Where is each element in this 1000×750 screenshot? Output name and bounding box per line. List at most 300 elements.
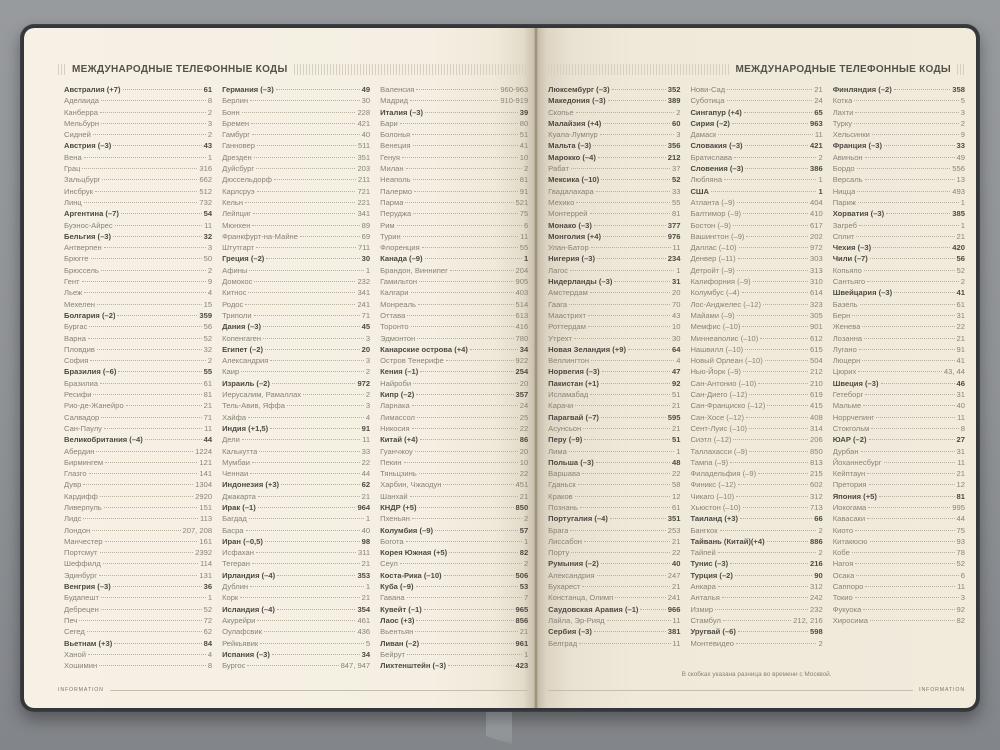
dot-leader xyxy=(245,304,355,305)
place-name: Рим xyxy=(380,220,395,230)
place-name: Мехелен xyxy=(64,299,95,309)
city-row xyxy=(222,513,370,524)
city-row xyxy=(380,333,528,344)
dot-leader xyxy=(852,315,954,316)
phone-code: 1 xyxy=(676,446,681,456)
city-row xyxy=(64,457,212,468)
dot-leader xyxy=(867,518,954,519)
place-name: Иокогама xyxy=(832,502,867,512)
phone-code: 53 xyxy=(519,582,529,592)
city-row xyxy=(548,400,680,411)
dot-leader xyxy=(419,507,514,508)
phone-code: 92 xyxy=(956,604,965,614)
dot-leader xyxy=(87,631,202,632)
city-row xyxy=(64,355,212,366)
dot-leader xyxy=(873,247,950,248)
country-row xyxy=(64,140,212,151)
place-name: Ливан (–2) xyxy=(380,638,420,648)
place-name: Индия (+1,5) xyxy=(222,423,269,433)
city-row xyxy=(833,457,965,468)
city-row xyxy=(380,242,528,253)
city-row xyxy=(380,479,528,490)
phone-code: 3 xyxy=(207,118,213,128)
phone-code: 30 xyxy=(361,254,371,264)
phone-code: 1 xyxy=(818,186,823,196)
dot-leader xyxy=(858,202,959,203)
phone-code: 1 xyxy=(960,197,965,207)
city-row xyxy=(690,253,822,264)
phone-code: 31 xyxy=(956,446,965,456)
dot-leader xyxy=(250,586,364,587)
place-name: Любляна xyxy=(690,175,723,185)
city-row xyxy=(548,615,680,626)
place-name: Аргентина (–7) xyxy=(64,209,119,219)
country-row xyxy=(548,434,680,445)
phone-code: 511 xyxy=(358,141,371,151)
dot-leader xyxy=(854,100,958,101)
city-row xyxy=(64,389,212,400)
place-name: Япония (+5) xyxy=(832,491,877,501)
phone-code: 2 xyxy=(207,107,213,117)
city-row xyxy=(222,129,370,140)
place-name: Вашингтон (–9) xyxy=(690,231,745,241)
place-name: Флоренция xyxy=(380,243,420,253)
country-row xyxy=(222,84,370,95)
phone-code: 602 xyxy=(810,480,823,490)
footer-rule xyxy=(548,690,913,691)
dot-leader xyxy=(117,315,197,316)
city-row xyxy=(690,615,822,626)
phone-code: 25 xyxy=(519,412,529,422)
place-name: Перу (–9) xyxy=(548,435,583,445)
place-name: Скопье xyxy=(548,107,574,117)
dot-leader xyxy=(82,168,197,169)
city-row xyxy=(833,581,965,592)
dot-leader xyxy=(258,507,356,508)
place-name: Цюрих xyxy=(832,367,857,377)
phone-code: 30 xyxy=(671,333,681,343)
city-row xyxy=(64,479,212,490)
phone-code: 358 xyxy=(952,85,965,94)
dot-leader xyxy=(412,134,518,135)
city-row xyxy=(690,491,822,502)
place-name: Триполи xyxy=(222,310,252,320)
place-name: Брюгге xyxy=(64,254,89,264)
place-name: Хьюстон (–10) xyxy=(690,502,741,512)
place-name: Гаага xyxy=(548,299,568,309)
phone-code: 221 xyxy=(357,197,371,207)
place-name: Коста-Рика (–10) xyxy=(380,570,442,580)
phone-code: 69 xyxy=(361,231,371,241)
place-name: Лагос xyxy=(548,265,569,275)
dot-leader xyxy=(610,518,666,519)
city-row xyxy=(64,220,212,231)
place-name: Хельсинки xyxy=(832,130,870,140)
phone-code: 64 xyxy=(671,344,681,354)
dot-leader xyxy=(420,371,513,372)
country-row xyxy=(222,649,370,660)
phone-code: 6 xyxy=(960,570,965,580)
phone-code: 61 xyxy=(203,85,213,94)
dot-leader xyxy=(870,541,955,542)
phone-code: 2392 xyxy=(195,548,213,558)
phone-code: 1 xyxy=(207,593,213,603)
city-row xyxy=(222,389,370,400)
phone-code: 1 xyxy=(523,536,529,546)
place-name: Загреб xyxy=(832,220,857,230)
phone-code: 91 xyxy=(956,344,965,354)
place-name: Мельбурн xyxy=(64,118,100,128)
country-row xyxy=(380,344,528,355)
dot-leader xyxy=(575,405,670,406)
place-name: Монтевидео xyxy=(690,638,735,648)
city-row xyxy=(380,423,528,434)
place-name: Пакистан (+1) xyxy=(548,378,599,388)
place-name: Кавасаки xyxy=(832,514,866,524)
city-row xyxy=(690,547,822,558)
phone-code: 55 xyxy=(519,243,529,253)
place-name: Асунсьон xyxy=(548,423,582,433)
phone-code: 161 xyxy=(199,536,213,546)
city-row xyxy=(222,231,370,242)
country-row xyxy=(64,366,212,377)
dot-leader xyxy=(101,597,206,598)
phone-code: 52 xyxy=(671,175,681,185)
dot-leader xyxy=(274,179,356,180)
city-row xyxy=(833,299,965,310)
place-name: США xyxy=(690,186,710,196)
dot-leader xyxy=(252,134,360,135)
place-name: Канарские острова (+4) xyxy=(380,344,468,354)
city-row xyxy=(64,649,212,660)
place-name: Бремен xyxy=(222,118,250,128)
place-name: Мальме xyxy=(832,401,862,411)
place-name: Рио-де-Жанейро xyxy=(64,401,124,411)
dot-leader xyxy=(767,405,808,406)
dot-leader xyxy=(884,462,956,463)
city-row xyxy=(64,525,212,536)
place-name: Гуанчжоу xyxy=(380,446,413,456)
city-row xyxy=(222,265,370,276)
phone-code: 34 xyxy=(361,649,371,659)
country-row xyxy=(690,163,822,174)
phone-code: 253 xyxy=(667,525,681,535)
dot-leader xyxy=(88,654,206,655)
phone-code: 45 xyxy=(361,322,371,332)
phone-code: 52 xyxy=(203,604,213,614)
city-row xyxy=(690,321,822,332)
phone-code: 60 xyxy=(671,118,681,128)
page-title: МЕЖДУНАРОДНЫЕ ТЕЛЕФОННЫЕ КОДЫ xyxy=(72,63,288,75)
place-name: Турция (–2) xyxy=(690,570,733,580)
dot-leader xyxy=(414,191,518,192)
place-name: Корея Южная (+5) xyxy=(380,548,448,558)
place-name: Германия (–3) xyxy=(222,85,274,94)
city-row xyxy=(222,615,370,626)
place-name: Иерусалим, Рамаллах xyxy=(222,390,302,400)
place-name: Испания (–3) xyxy=(222,649,270,659)
country-row xyxy=(64,231,212,242)
phone-code: 21 xyxy=(361,491,371,501)
city-row xyxy=(222,355,370,366)
dot-leader xyxy=(97,304,202,305)
place-name: Китакюсю xyxy=(832,536,868,546)
place-name: Гданьск xyxy=(548,480,576,490)
phone-code: 850 xyxy=(810,446,823,456)
place-name: Дурбан xyxy=(832,446,859,456)
place-name: Люцерн xyxy=(832,356,861,366)
country-row xyxy=(833,253,965,264)
city-row xyxy=(380,163,528,174)
phone-code: 2 xyxy=(960,277,965,287)
phone-code: 910-919 xyxy=(500,96,529,106)
place-name: Ресифи xyxy=(64,390,92,400)
phone-code: 46 xyxy=(956,378,965,388)
dot-leader xyxy=(410,100,498,101)
phone-code: 314 xyxy=(810,423,823,433)
dot-leader xyxy=(746,417,808,418)
phone-code: 89 xyxy=(361,220,371,230)
phone-code: 84 xyxy=(203,638,213,648)
phone-code: 521 xyxy=(515,197,529,207)
dot-leader xyxy=(99,575,197,576)
dot-leader xyxy=(598,157,666,158)
dot-leader xyxy=(251,123,355,124)
dot-leader xyxy=(745,349,808,350)
place-name: Утрехт xyxy=(548,333,572,343)
dot-leader xyxy=(91,258,202,259)
dot-leader xyxy=(397,225,522,226)
country-row xyxy=(380,660,528,671)
place-name: Бангкок xyxy=(690,525,718,535)
phone-code: 44 xyxy=(203,435,213,445)
city-row xyxy=(690,84,822,95)
place-name: ЮАР (–2) xyxy=(832,435,867,445)
city-row xyxy=(64,423,212,434)
place-name: Найроби xyxy=(380,378,412,388)
place-name: Гамбург xyxy=(222,130,250,140)
phone-code: 33 xyxy=(671,186,681,196)
dot-leader xyxy=(101,100,206,101)
phone-code: 2 xyxy=(523,164,529,174)
city-row xyxy=(64,468,212,479)
dot-leader xyxy=(872,134,959,135)
dot-leader xyxy=(101,270,206,271)
dot-leader xyxy=(121,213,202,214)
phone-code: 12 xyxy=(956,480,965,490)
city-row xyxy=(64,321,212,332)
place-name: Харбин, Чжаодун xyxy=(380,480,442,490)
dot-leader xyxy=(861,451,955,452)
dot-leader xyxy=(601,417,666,418)
place-name: Нью-Йорк (–9) xyxy=(690,367,741,377)
place-name: Лондон xyxy=(64,525,91,535)
place-name: Гетеборг xyxy=(832,390,864,400)
place-name: Болонья xyxy=(380,130,411,140)
phone-code: 354 xyxy=(357,604,371,614)
place-name: Оулафсвик xyxy=(222,627,262,637)
dot-leader xyxy=(405,202,513,203)
place-name: Дуйсбург xyxy=(222,164,255,174)
codes-column xyxy=(833,84,965,649)
place-name: Перуджа xyxy=(380,209,412,219)
place-name: Монголия (+4) xyxy=(548,231,601,241)
phone-code: 21 xyxy=(671,423,681,433)
place-name: Сан-Паулу xyxy=(64,423,102,433)
place-name: Лозанна xyxy=(832,333,863,343)
phone-code: 11 xyxy=(204,220,213,230)
dot-leader xyxy=(101,123,206,124)
dot-leader xyxy=(881,383,955,384)
city-row xyxy=(380,152,528,163)
dot-leader xyxy=(856,236,954,237)
place-name: Чикаго (–10) xyxy=(690,491,735,501)
city-row xyxy=(690,502,822,513)
place-name: Генуя xyxy=(380,152,400,162)
phone-code: 11 xyxy=(672,615,681,625)
phone-code: 93 xyxy=(956,536,965,546)
place-name: Стамбул xyxy=(690,615,721,625)
phone-code: 131 xyxy=(199,570,213,580)
place-name: Сиэтл (–12) xyxy=(690,435,732,445)
dot-leader xyxy=(266,258,359,259)
place-name: Даллас (–10) xyxy=(690,243,737,253)
dot-leader xyxy=(758,473,808,474)
dot-leader xyxy=(259,451,359,452)
dot-leader xyxy=(735,575,812,576)
phone-code: 961 xyxy=(515,638,529,648)
phone-code: 80 xyxy=(519,118,529,128)
city-row xyxy=(64,197,212,208)
phone-code: 595 xyxy=(667,412,681,422)
country-row xyxy=(548,231,680,242)
place-name: Басра xyxy=(222,525,244,535)
city-row xyxy=(548,547,680,558)
city-row xyxy=(548,287,680,298)
dot-leader xyxy=(407,654,522,655)
phone-code: 22 xyxy=(671,469,681,479)
dot-leader xyxy=(740,518,812,519)
city-row xyxy=(380,649,528,660)
dot-leader xyxy=(869,439,955,440)
dot-leader xyxy=(744,112,813,113)
phone-code: 21 xyxy=(671,536,681,546)
dot-leader xyxy=(607,620,671,621)
place-name: Осака xyxy=(832,570,855,580)
city-row xyxy=(64,660,212,671)
dot-leader xyxy=(246,530,360,531)
city-row xyxy=(833,220,965,231)
dot-leader xyxy=(258,496,360,497)
country-row xyxy=(833,491,965,502)
phone-code: 40 xyxy=(671,559,681,569)
place-name: Нашвилл (–10) xyxy=(690,344,744,354)
city-row xyxy=(690,152,822,163)
phone-code: 847, 947 xyxy=(340,661,371,671)
place-name: Сирия (–2) xyxy=(690,118,730,128)
place-name: Гвадалахара xyxy=(548,186,594,196)
dot-leader xyxy=(265,349,360,350)
dot-leader xyxy=(596,191,670,192)
place-name: Франция (–3) xyxy=(832,141,883,151)
city-row xyxy=(833,197,965,208)
place-name: Карачи xyxy=(548,401,574,411)
phone-code: 91 xyxy=(361,423,371,433)
city-row xyxy=(380,491,528,502)
dot-leader xyxy=(270,428,359,429)
city-row xyxy=(690,446,822,457)
phone-code: 352 xyxy=(667,85,681,94)
place-name: Хиросима xyxy=(832,615,868,625)
dot-leader xyxy=(720,530,817,531)
dot-leader xyxy=(264,631,356,632)
country-row xyxy=(222,570,370,581)
country-row xyxy=(64,310,212,321)
place-name: Лос-Анджелес (–12) xyxy=(690,299,761,309)
place-name: Новый Орлеан (–10) xyxy=(690,356,763,366)
city-row xyxy=(833,366,965,377)
city-row xyxy=(548,592,680,603)
phone-code: 114 xyxy=(199,559,213,569)
dot-leader xyxy=(407,315,513,316)
phone-code: 41 xyxy=(956,356,965,366)
phone-code: 305 xyxy=(810,310,823,320)
phone-code: 5 xyxy=(365,638,371,648)
dot-leader xyxy=(420,439,518,440)
place-name: Братислава xyxy=(690,152,733,162)
city-row xyxy=(380,457,528,468)
city-row xyxy=(548,321,680,332)
city-row xyxy=(222,558,370,569)
place-name: Тампа (–9) xyxy=(690,457,729,467)
phone-code: 22 xyxy=(671,548,681,558)
city-row xyxy=(690,592,822,603)
place-name: Турку xyxy=(832,118,853,128)
country-row xyxy=(548,412,680,423)
dot-leader xyxy=(257,145,356,146)
city-row xyxy=(64,536,212,547)
city-row xyxy=(222,163,370,174)
dot-leader xyxy=(722,597,808,598)
phone-code: 415 xyxy=(810,401,823,411)
city-row xyxy=(64,604,212,615)
dot-leader xyxy=(83,518,198,519)
phone-code: 11 xyxy=(362,435,371,445)
city-row xyxy=(222,276,370,287)
dot-leader xyxy=(412,428,518,429)
city-row xyxy=(380,378,528,389)
dot-leader xyxy=(254,157,356,158)
dot-leader xyxy=(856,575,958,576)
city-row xyxy=(380,129,528,140)
place-name: Варшава xyxy=(548,469,581,479)
place-name: Дублин xyxy=(222,582,249,592)
dot-leader xyxy=(737,315,808,316)
city-row xyxy=(690,468,822,479)
dot-leader xyxy=(421,643,513,644)
city-row xyxy=(64,400,212,411)
dot-leader xyxy=(403,236,519,237)
dot-leader xyxy=(857,191,950,192)
dot-leader xyxy=(864,270,955,271)
city-row xyxy=(64,333,212,344)
phone-code: 30 xyxy=(361,96,371,106)
city-row xyxy=(380,513,528,524)
city-row xyxy=(548,491,680,502)
place-name: Глазго xyxy=(64,469,87,479)
city-row xyxy=(690,479,822,490)
phone-code: 493 xyxy=(952,186,965,196)
